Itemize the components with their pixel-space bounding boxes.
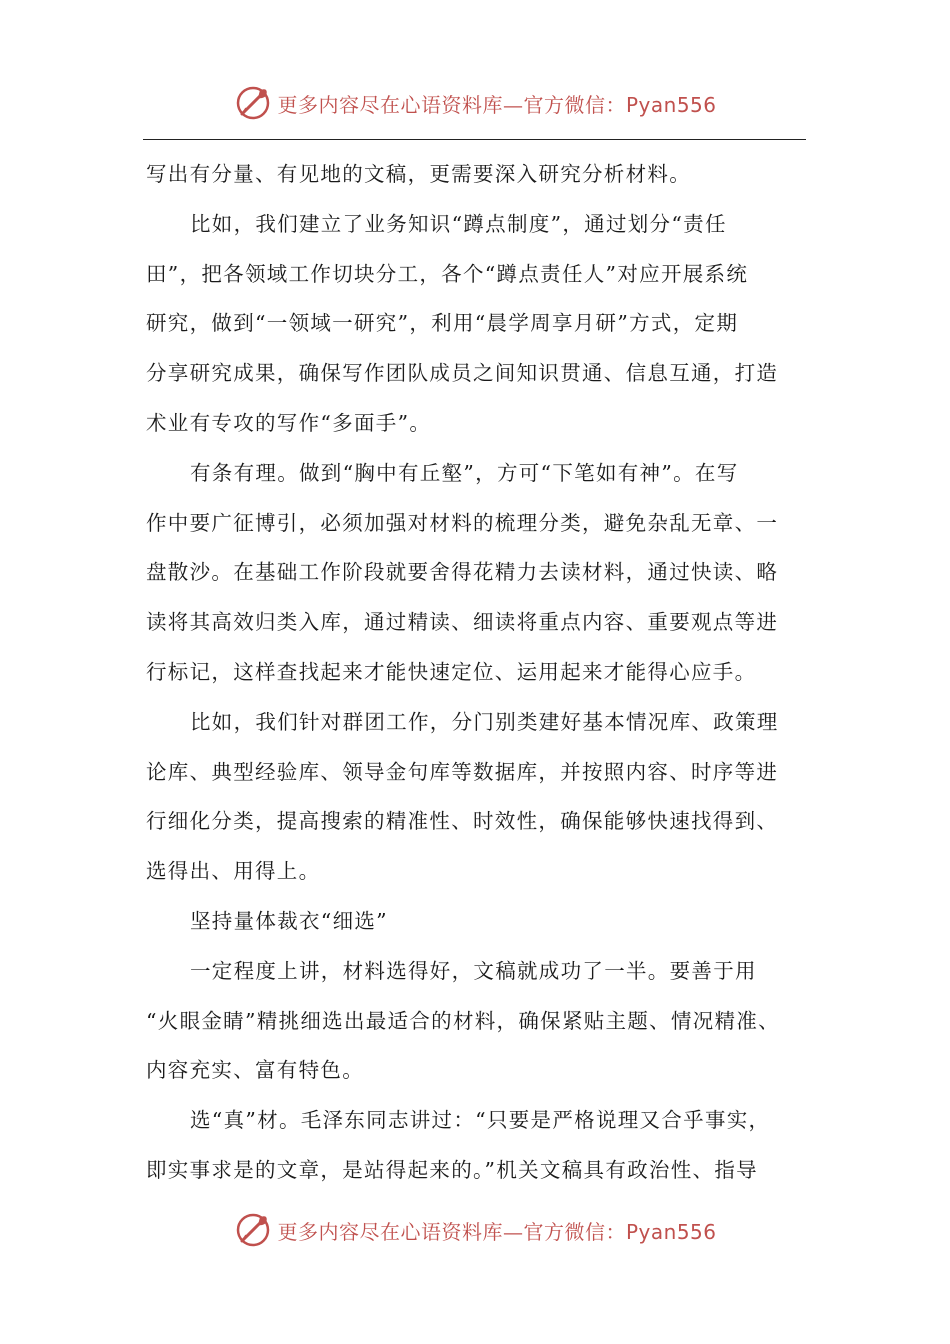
quill-pen-logo-icon [233, 83, 273, 123]
quill-pen-logo-icon [233, 1210, 273, 1250]
text-line: 读将其高效归类入库，通过精读、细读将重点内容、重要观点等进 [146, 610, 779, 635]
header-banner [0, 81, 950, 125]
text-line: “火眼金睛”精挑细选出最适合的材料，确保紧贴主题、情况精准、 [146, 1008, 780, 1033]
header-divider [143, 139, 806, 140]
wechat-id: Pyan556 [625, 1219, 717, 1244]
text-line: 分享研究成果，确保写作团队成员之间知识贯通、信息互通，打造 [146, 361, 779, 386]
wechat-id: Pyan556 [625, 92, 717, 117]
text-line: 作中要广征博引，必须加强对材料的梳理分类，避免杂乱无章、一 [146, 510, 779, 535]
document-body [146, 150, 808, 1196]
text-line: 写出有分量、有见地的文稿，更需要深入研究分析材料。 [146, 162, 691, 186]
text-line: 论库、典型经验库、领导金句库等数据库，并按照内容、时序等进 [146, 759, 779, 784]
text-line: 盘散沙。在基础工作阶段就要舍得花精力去读材料，通过快读、略 [146, 560, 779, 585]
banner-text: 更多内容尽在心语资料库—官方微信：Pyan556 [277, 92, 717, 117]
text-line: 术业有专攻的写作“多面手”。 [146, 410, 432, 435]
section-heading: 坚持量体裁衣“细选” [190, 908, 388, 933]
text-line: 行标记，这样查找起来才能快速定位、运用起来才能得心应手。 [146, 659, 757, 684]
text-line: 内容充实、富有特色。 [146, 1058, 364, 1083]
text-line: 比如，我们建立了业务知识“蹲点制度”，通过划分“责任 [190, 211, 727, 236]
text-line: 研究，做到“一领域一研究”，利用“晨学周享月研”方式，定期 [146, 311, 739, 336]
footer-banner [0, 1208, 950, 1252]
text-line: 即实事求是的文章，是站得起来的。”机关文稿具有政治性、指导 [146, 1157, 758, 1182]
text-line: 田”，把各领域工作切块分工，各个“蹲点责任人”对应开展系统 [146, 261, 749, 286]
text-line: 选得出、用得上。 [146, 859, 321, 884]
text-line: 有条有理。做到“胸中有丘壑”，方可“下笔如有神”。在写 [190, 460, 739, 485]
banner-text: 更多内容尽在心语资料库—官方微信：Pyan556 [277, 1219, 717, 1244]
text-line: 行细化分类，提高搜索的精准性、时效性，确保能够快速找得到、 [146, 809, 779, 834]
text-line: 一定程度上讲，材料选得好，文稿就成功了一半。要善于用 [190, 958, 757, 983]
text-line: 比如，我们针对群团工作，分门别类建好基本情况库、政策理 [190, 709, 779, 734]
text-line: 选“真”材。毛泽东同志讲过：“只要是严格说理又合乎事实， [190, 1108, 771, 1133]
